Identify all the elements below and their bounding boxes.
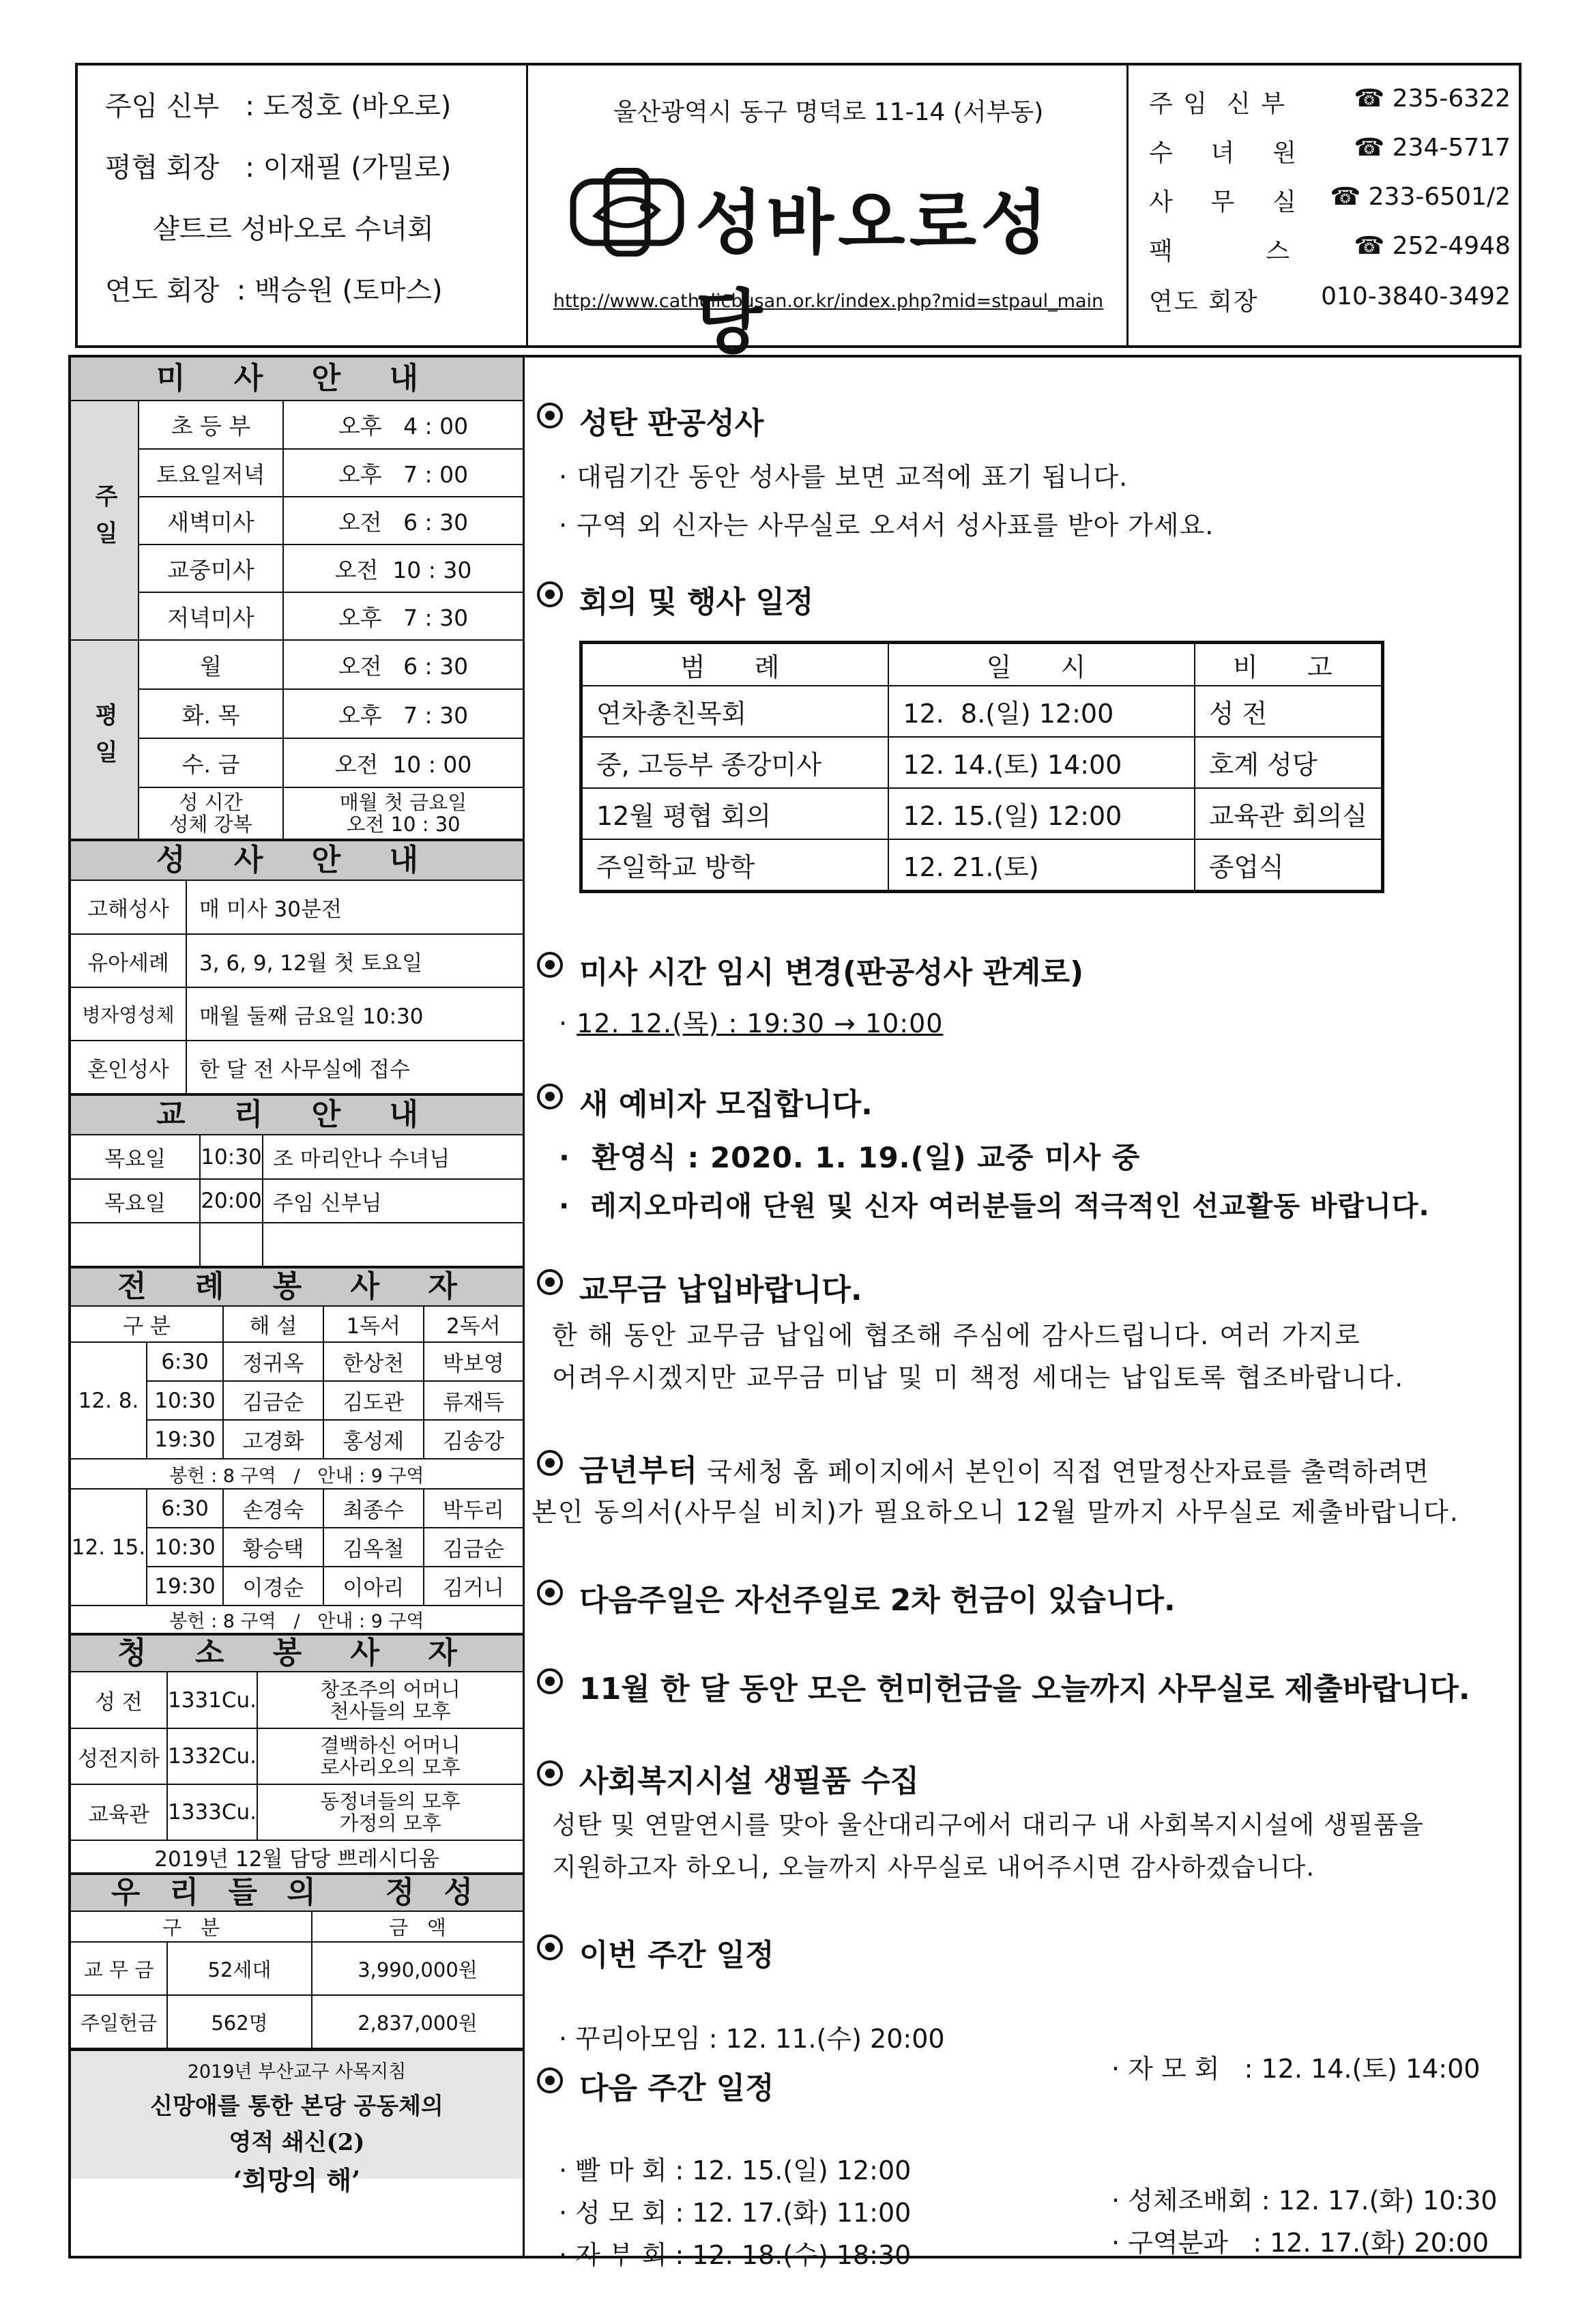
- event-name: 주일학교 방학: [581, 839, 889, 892]
- liturgy-cell: 손경숙: [223, 1489, 323, 1528]
- contact-label: 주 임 신 부: [1149, 90, 1286, 118]
- liturgy-cell: 김거니: [424, 1567, 523, 1606]
- announcement-line: · 레지오마리애 단원 및 신자 여러분들의 적극적인 선교활동 바랍니다.: [559, 1191, 1430, 1222]
- schedule-row: [532, 1988, 1514, 2084]
- offering-name: 교 무 금: [71, 1942, 167, 1995]
- announcement-line: · 구역 외 신자는 사무실로 오셔서 성사표를 받아 가세요.: [559, 510, 1214, 540]
- weekday-label: 평일: [71, 640, 139, 839]
- schedule-item: · 자 모 회 : 12. 14.(토) 14:00: [1111, 2054, 1481, 2084]
- announcement-line: · 12. 12.(목) : 19:30 → 10:00: [559, 1008, 944, 1038]
- mass-time: 오후 7 : 00: [283, 449, 523, 497]
- liturgy-time: 10:30: [147, 1528, 223, 1567]
- sacrament-name: 병자영성체: [71, 987, 186, 1041]
- bullet-icon: [537, 1269, 563, 1295]
- announcement-welfare: [532, 1756, 1514, 1889]
- header-staff: [78, 66, 528, 345]
- announcement-title: 회의 및 행사 일정: [579, 585, 814, 620]
- sacrament-title: 성 사 안 내: [71, 840, 523, 881]
- announcement-line: 성탄 및 연말연시를 맞아 울산대리구에서 대리구 내 사회복지시설에 생필품을: [552, 1810, 1424, 1840]
- sacrament-value: 매월 둘째 금요일 10:30: [186, 987, 523, 1041]
- mass-name: 월: [139, 640, 283, 689]
- mass-name: 토요일저녁: [139, 449, 283, 497]
- bullet-icon: [537, 1668, 563, 1694]
- church-name: 성바오로성당: [695, 183, 1052, 364]
- schedule-item: · 성체조배회 : 12. 17.(화) 10:30: [1111, 2185, 1498, 2216]
- contact-label: 사 무 실: [1149, 188, 1298, 216]
- liturgy-cell: 김금순: [223, 1381, 323, 1420]
- contact-phone: ☎ 233-6501/2: [1330, 183, 1511, 211]
- liturgy-cell: 한상천: [323, 1342, 424, 1381]
- motto-year: 2019년 부산교구 사목지침: [187, 2061, 407, 2082]
- offering-amount: 3,990,000원: [312, 1942, 523, 1995]
- offering-count: 562명: [167, 1995, 312, 2048]
- announcement-rice-offering: [532, 1664, 1514, 1708]
- announcements: [532, 358, 1514, 2270]
- cleaning-footer: 2019년 12월 담당 쁘레시디움: [71, 1840, 523, 1873]
- contact-label: 팩 스: [1149, 237, 1291, 265]
- liturgy-header: 2독서: [424, 1307, 523, 1342]
- cleaning-code: 1333Cu.: [167, 1784, 257, 1840]
- contact-label: 수 녀 원: [1149, 139, 1298, 167]
- announcement-line: · 환영식 : 2020. 1. 19.(일) 교중 미사 중: [559, 1141, 1141, 1174]
- offering-header: 구 분: [71, 1912, 312, 1942]
- contact-row: [1149, 134, 1511, 175]
- cleaning-place: 성 전: [71, 1672, 167, 1728]
- mass-time: 오전 10 : 00: [283, 738, 523, 787]
- cleaning-place: 교육관: [71, 1784, 167, 1840]
- mass-name: 초 등 부: [139, 401, 283, 449]
- event-date: 12. 21.(토): [888, 839, 1194, 892]
- motto-line: 영적 쇄신(2): [229, 2129, 365, 2156]
- liturgy-cell: 고경화: [223, 1420, 323, 1459]
- mass-time: 오후 4 : 00: [283, 401, 523, 449]
- announcement-catechumen: [532, 1079, 1514, 1223]
- announcement-tithe: [532, 1265, 1514, 1399]
- bullet-icon: [537, 1760, 563, 1786]
- announcement-this-week: [532, 1930, 1514, 2084]
- event-name: 12월 평협 회의: [581, 788, 889, 839]
- mass-change-detail: 12. 12.(목) : 19:30 → 10:00: [577, 1008, 944, 1038]
- announcement-confession: [532, 398, 1514, 542]
- cleaning-title: 청 소 봉 사 자: [71, 1634, 523, 1672]
- header-box: [75, 63, 1522, 364]
- announcement-tax: [532, 1446, 1514, 1533]
- liturgy-time: 6:30: [147, 1342, 223, 1381]
- sacrament-value: 한 달 전 사무실에 접수: [186, 1041, 523, 1094]
- liturgy-cell: 이아리: [323, 1567, 424, 1606]
- liturgy-cell: 류재득: [424, 1381, 523, 1420]
- catechism-time: 20:00: [200, 1179, 263, 1223]
- mass-time: 오전 6 : 30: [283, 497, 523, 544]
- mass-title: 미 사 안 내: [71, 358, 523, 401]
- bullet-icon: [537, 1580, 563, 1606]
- liturgy-cell: 정귀옥: [223, 1342, 323, 1381]
- liturgy-cell: 최종수: [323, 1489, 424, 1528]
- cleaning-code: 1331Cu.: [167, 1672, 257, 1728]
- liturgy-cell: 김옥철: [323, 1528, 424, 1567]
- catechism-day: 목요일: [71, 1135, 200, 1179]
- contact-label: 연도 회장: [1149, 288, 1259, 316]
- announcement-schedule: [532, 577, 1514, 621]
- header-contacts: [1129, 66, 1519, 345]
- sacrament-table: [71, 881, 523, 1094]
- mass-name: 저녁미사: [139, 592, 283, 640]
- announcement-title: 이번 주간 일정: [579, 1938, 774, 1973]
- liturgy-cell: 이경순: [223, 1567, 323, 1606]
- liturgy-cell: 김금순: [424, 1528, 523, 1567]
- catechism-time: [200, 1223, 263, 1266]
- offering-header: 금 액: [312, 1912, 523, 1942]
- schedule-item: · 자 부 회 : 12. 18.(수) 18:30: [559, 2240, 912, 2270]
- contact-phone: 010-3840-3492: [1321, 282, 1511, 310]
- events-table: [579, 641, 1384, 893]
- schedule-item: · 성 모 회 : 12. 17.(화) 11:00: [559, 2198, 912, 2228]
- catechism-title: 교 리 안 내: [71, 1094, 523, 1135]
- liturgy-date: 12. 8.: [71, 1342, 147, 1459]
- catechism-table: [71, 1135, 523, 1267]
- event-date: 12. 8.(일) 12:00: [888, 686, 1194, 737]
- sisters-line: 샬트르 성바오로 수녀회: [153, 214, 434, 245]
- offering-name: 주일헌금: [71, 1995, 167, 2048]
- events-header: 비 고: [1195, 643, 1383, 686]
- event-date: 12. 15.(일) 12:00: [888, 788, 1194, 839]
- events-header: 일 시: [888, 643, 1194, 686]
- mass-time: 오전 6 : 30: [283, 640, 523, 689]
- mass-name: 성 시간 성체 강복: [139, 787, 283, 839]
- announcement-title: 11월 한 달 동안 모은 헌미헌금을 오늘까지 사무실로 제출바랍니다.: [579, 1672, 1470, 1706]
- sacrament-name: 고해성사: [71, 881, 186, 934]
- event-name: 연차총친목회: [581, 686, 889, 737]
- announcement-mass-change: [532, 948, 1514, 1040]
- sacrament-name: 혼인성사: [71, 1041, 186, 1094]
- event-note: 교육관 회의실: [1195, 788, 1383, 839]
- announcement-title: 사회복지시설 생필품 수집: [579, 1764, 920, 1799]
- announcement-line: 국세청 홈 페이지에서 본인이 직접 연말정산자료를 출력하려면: [698, 1457, 1429, 1487]
- events-header: 범 례: [581, 643, 889, 686]
- contact-row: [1149, 232, 1511, 273]
- sacrament-name: 유아세례: [71, 934, 186, 987]
- sidebar: [71, 358, 525, 2256]
- mass-time: 매월 첫 금요일 오전 10 : 30: [283, 787, 523, 839]
- schedule-row: [532, 2204, 1514, 2270]
- contact-phone: ☎ 235-6322: [1354, 85, 1511, 113]
- catechism-day: 목요일: [71, 1179, 200, 1223]
- announcement-title: 미사 시간 임시 변경(판공성사 관계로): [579, 955, 1084, 990]
- offering-title: 우 리 들 의 정 성: [71, 1874, 523, 1912]
- bullet-icon: [537, 1450, 563, 1476]
- bullet-icon: [537, 581, 563, 607]
- event-note: 성 전: [1195, 686, 1383, 737]
- council-president-line: 평협 회장 : 이재필 (가밀로): [105, 152, 452, 184]
- announcement-title: 다음 주간 일정: [579, 2071, 774, 2106]
- liturgy-time: 10:30: [147, 1381, 223, 1420]
- announcement-charity: [532, 1575, 1514, 1619]
- bullet-icon: [537, 2067, 563, 2093]
- contact-phone: ☎ 234-5717: [1354, 134, 1511, 162]
- announcement-line: 어려우시겠지만 교무금 미납 및 미 책정 세대는 납입토록 협조바랍니다.: [552, 1363, 1405, 1393]
- catechism-teacher: [263, 1223, 523, 1266]
- church-logo-icon: [569, 168, 685, 257]
- cleaning-groups: 동정녀들의 모후 가정의 모후: [257, 1784, 523, 1840]
- contact-phone: ☎ 252-4948: [1354, 232, 1511, 260]
- motto-box: [71, 2049, 523, 2196]
- event-name: 중, 고등부 종강미사: [581, 737, 889, 788]
- offering-table: [71, 1912, 523, 2049]
- announcement-line: 한 해 동안 교무금 납입에 협조해 주심에 감사드립니다. 여러 가지로: [552, 1320, 1361, 1350]
- mass-table: [71, 401, 523, 840]
- memorial-president-line: 연도 회장 : 백승원 (토마스): [105, 275, 443, 306]
- liturgy-cell: 박두리: [424, 1489, 523, 1528]
- sacrament-value: 매 미사 30분전: [186, 881, 523, 934]
- liturgy-cell: 김도관: [323, 1381, 424, 1420]
- catechism-time: 10:30: [200, 1135, 263, 1179]
- announcement-title: 다음주일은 자선주일로 2차 헌금이 있습니다.: [579, 1583, 1176, 1618]
- cleaning-place: 성전지하: [71, 1728, 167, 1784]
- liturgy-header: 구 분: [71, 1307, 223, 1342]
- announcement-title: 새 예비자 모집합니다.: [579, 1087, 873, 1122]
- bullet-icon: [537, 403, 563, 429]
- catechism-teacher: 조 마리안나 수녀님: [263, 1135, 523, 1179]
- liturgy-cell: 홍성제: [323, 1420, 424, 1459]
- cleaning-code: 1332Cu.: [167, 1728, 257, 1784]
- liturgy-time: 6:30: [147, 1489, 223, 1528]
- offering-amount: 2,837,000원: [312, 1995, 523, 2048]
- liturgy-footer: 봉헌 : 8 구역 / 안내 : 9 구역: [71, 1606, 523, 1633]
- church-address: 울산광역시 동구 명덕로 11-14 (서부동): [613, 98, 1044, 126]
- liturgy-title: 전 례 봉 사 자: [71, 1267, 523, 1307]
- announcement-line: · 대림기간 동안 성사를 보면 교적에 표기 됩니다.: [559, 462, 1129, 492]
- mass-name: 교중미사: [139, 544, 283, 592]
- motto-line: 신망애를 통한 본당 공동체의: [150, 2093, 443, 2120]
- announcement-title: 금년부터: [579, 1453, 699, 1488]
- main-frame: [68, 355, 1522, 2270]
- event-note: 종업식: [1195, 839, 1383, 892]
- bullet-icon: [537, 1084, 563, 1109]
- announcement-line: 지원하고자 하오니, 오늘까지 사무실로 내어주시면 감사하겠습니다.: [552, 1853, 1315, 1882]
- contact-row: [1149, 282, 1511, 323]
- liturgy-cell: 황승택: [223, 1528, 323, 1567]
- event-note: 호계 성당: [1195, 737, 1383, 788]
- cleaning-groups: 결백하신 어머니 로사리오의 모후: [257, 1728, 523, 1784]
- motto-theme: ‘희망의 해’: [233, 2165, 361, 2196]
- liturgy-footer: 봉헌 : 8 구역 / 안내 : 9 구역: [71, 1459, 523, 1489]
- mass-name: 새벽미사: [139, 497, 283, 544]
- announcement-next-week: [532, 2063, 1514, 2270]
- cleaning-groups: 창조주의 어머니 천사들의 모후: [257, 1672, 523, 1728]
- catechism-day: [71, 1223, 200, 1266]
- schedule-item: · 꾸리아모임 : 12. 11.(수) 20:00: [559, 2024, 945, 2054]
- liturgy-table: [71, 1307, 523, 1634]
- pastor-line: 주임 신부 : 도정호 (바오로): [105, 91, 452, 122]
- liturgy-time: 19:30: [147, 1567, 223, 1606]
- church-url-link[interactable]: http://www.catholicbusan.or.kr/index.php?mid=stpaul_main: [553, 291, 1104, 312]
- sacrament-value: 3, 6, 9, 12월 첫 토요일: [186, 934, 523, 987]
- announcement-title: 교무금 납입바랍니다.: [579, 1273, 862, 1307]
- event-date: 12. 14.(토) 14:00: [888, 737, 1194, 788]
- catechism-teacher: 주임 신부님: [263, 1179, 523, 1223]
- mass-name: 수. 금: [139, 738, 283, 787]
- mass-time: 오전 10 : 30: [283, 544, 523, 592]
- liturgy-cell: 김송강: [424, 1420, 523, 1459]
- liturgy-date: 12. 15.: [71, 1489, 147, 1606]
- schedule-item: · 빨 마 회 : 12. 15.(일) 12:00: [559, 2155, 912, 2185]
- contact-row: [1149, 85, 1511, 126]
- bullet-icon: [537, 952, 563, 978]
- liturgy-cell: 박보영: [424, 1342, 523, 1381]
- offering-count: 52세대: [167, 1942, 312, 1995]
- liturgy-header: 해 설: [223, 1307, 323, 1342]
- sunday-label: 주일: [71, 401, 139, 640]
- schedule-item: · 구역분과 : 12. 17.(화) 20:00: [1111, 2228, 1489, 2258]
- mass-time: 오후 7 : 30: [283, 689, 523, 738]
- contact-row: [1149, 183, 1511, 224]
- mass-time: 오후 7 : 30: [283, 592, 523, 640]
- announcement-line: 본인 동의서(사무실 비치)가 필요하오니 12월 말까지 사무실로 제출바랍니다.: [532, 1497, 1459, 1527]
- mass-name: 화. 목: [139, 689, 283, 738]
- liturgy-time: 19:30: [147, 1420, 223, 1459]
- header-center: [528, 66, 1129, 364]
- announcement-title: 성탄 판공성사: [579, 406, 764, 441]
- cleaning-table: [71, 1672, 523, 1874]
- liturgy-header: 1독서: [323, 1307, 424, 1342]
- bullet-icon: [537, 1934, 563, 1960]
